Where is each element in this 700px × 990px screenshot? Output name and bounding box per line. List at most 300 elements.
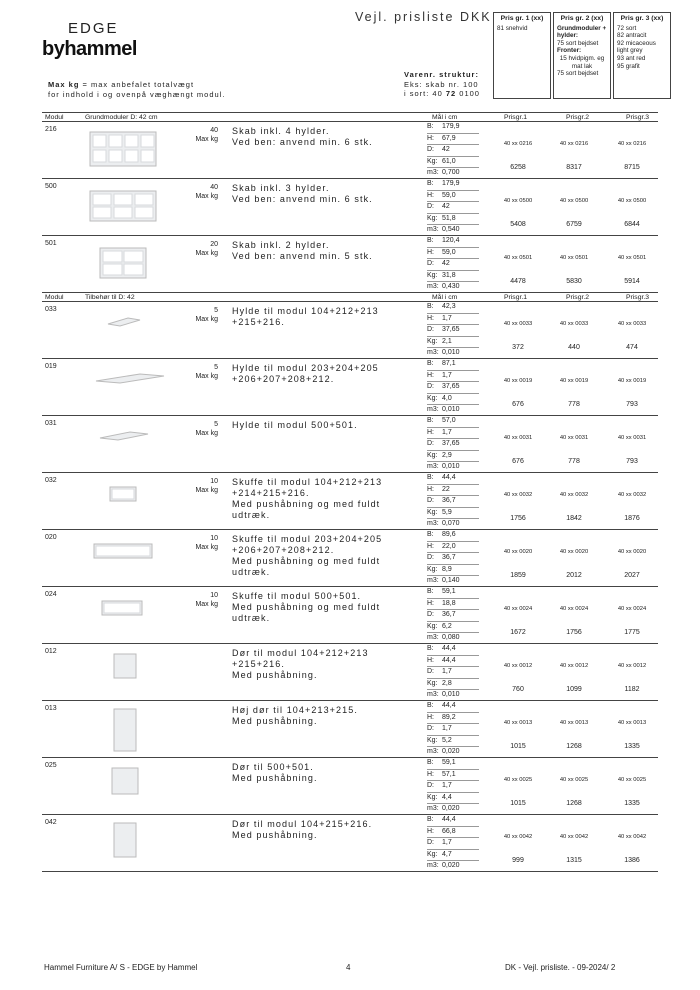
product-image [88, 536, 160, 571]
price-group2: 6759 [566, 221, 582, 228]
max-kg-value: 5 [214, 307, 218, 314]
dimension-value-m3: 0,020 [442, 862, 460, 870]
max-kg-value: 10 [210, 478, 218, 485]
dimensions [427, 122, 479, 179]
dimension-row [427, 405, 479, 416]
sku-group1: 40 xx 0042 [503, 834, 533, 840]
product-description [232, 126, 422, 148]
product-image [88, 593, 160, 628]
dimension-label: D: [427, 383, 434, 391]
price-group2: 1756 [566, 629, 582, 636]
dimension-row [427, 679, 479, 691]
product-code: 500 [45, 183, 57, 190]
product-description [232, 648, 422, 681]
dimension-value-d: 1,7 [442, 782, 452, 790]
dimension-row [427, 485, 479, 497]
max-kg-value: 5 [214, 364, 218, 371]
footer-company: Hammel Furniture A/ S - EDGE by Hammel [44, 963, 198, 972]
product-image [88, 242, 160, 289]
dimension-row [427, 530, 479, 542]
dimension-value-b: 44,4 [442, 474, 456, 481]
dimension-label: m3: [427, 634, 439, 642]
dimension-row [427, 724, 479, 736]
product-description-line: Skab inkl. 2 hylder. [232, 240, 330, 250]
product-description [232, 705, 422, 727]
product-image-shelf [88, 308, 160, 338]
dimension-value-h: 22 [442, 485, 450, 493]
dimension-value-h: 22,0 [442, 542, 456, 550]
product-code: 031 [45, 420, 57, 427]
dimension-row [427, 314, 479, 326]
product-row [42, 701, 658, 758]
col-prisgr2: Prisgr.2 [566, 114, 590, 121]
product-image [88, 650, 160, 699]
dimension-value-kg: 2,1 [442, 337, 452, 345]
max-kg-label: Max kg [195, 487, 218, 494]
price-group1: 760 [512, 686, 524, 693]
dimension-value-kg: 2,8 [442, 679, 452, 687]
product-description-line: Dør til 500+501. [232, 762, 314, 772]
dimension-row [427, 122, 479, 134]
dimensions [427, 416, 479, 473]
varenr-structure [404, 70, 480, 99]
dimension-value-d: 37,65 [442, 440, 460, 448]
dimension-label: H: [427, 656, 434, 664]
price-group-line: 75 sort bejdset [557, 70, 599, 78]
dimension-label: H: [427, 485, 434, 493]
dimension-row [427, 850, 479, 862]
dimension-value-m3: 0,020 [442, 805, 460, 813]
product-image-door [88, 707, 160, 755]
price-group-bold: Grundmoduler + hylder: [557, 24, 607, 40]
dimension-row [427, 382, 479, 394]
sku-group1: 40 xx 0216 [503, 141, 533, 147]
dimension-row [427, 576, 479, 587]
dimension-label: Kg: [427, 157, 438, 165]
dimension-label: m3: [427, 577, 439, 585]
max-kg-label: Max kg [195, 193, 218, 200]
product-description-line: +214+215+216. [232, 488, 310, 498]
dimension-label: B: [427, 474, 434, 481]
max-kg-label: Max kg [195, 136, 218, 143]
col-maal: Mål i cm [432, 114, 458, 121]
product-image-drawer [88, 479, 160, 509]
dimension-row [427, 371, 479, 383]
price-group2: 1842 [566, 515, 582, 522]
dimension-value-b: 120,4 [442, 237, 460, 244]
sku-group3: 40 xx 0019 [617, 378, 647, 384]
sku-group3: 40 xx 0020 [617, 549, 647, 555]
price-group1: 1672 [510, 629, 526, 636]
dimension-label: B: [427, 237, 434, 244]
dimension-value-b: 179,9 [442, 180, 460, 187]
product-description-line: Skuffe til modul 500+501. [232, 591, 362, 601]
product-description-line: Skab inkl. 4 hylder. [232, 126, 330, 136]
max-kg-label: Max kg [195, 373, 218, 380]
product-image [88, 422, 160, 457]
dimension-row [427, 793, 479, 805]
product-image-shelf [88, 422, 160, 452]
dimension-label: B: [427, 303, 434, 310]
dimension-value-kg: 61,0 [442, 157, 456, 165]
dimension-row [427, 302, 479, 314]
price-group3: 1335 [624, 800, 640, 807]
price-group1: 1859 [510, 572, 526, 579]
dimension-value-m3: 0,010 [442, 406, 460, 414]
maxkg-bold: Max kg [48, 80, 80, 89]
price-group-1-box [493, 12, 551, 99]
dimension-label: B: [427, 645, 434, 652]
dimension-label: B: [427, 816, 434, 823]
dimension-label: Kg: [427, 337, 438, 345]
product-description-line: Hylde til modul 203+204+205 [232, 363, 379, 373]
dimension-row [427, 587, 479, 599]
dimension-value-b: 179,9 [442, 123, 460, 130]
max-kg-value: 10 [210, 535, 218, 542]
sku-group3: 40 xx 0042 [617, 834, 647, 840]
price-group2: 440 [568, 344, 580, 351]
product-image-cabinet [88, 185, 160, 227]
product-code: 024 [45, 591, 57, 598]
max-kg [195, 477, 218, 495]
dimension-label: H: [427, 371, 434, 379]
price-group-line: 93 ant red [617, 54, 646, 62]
max-kg [195, 591, 218, 609]
product-description-line: +215+216. [232, 317, 285, 327]
price-group-bold: Fronter: [557, 47, 582, 55]
dimension-value-d: 36,7 [442, 611, 456, 619]
price-group1: 1015 [510, 743, 526, 750]
dimension-row [427, 713, 479, 725]
dimension-value-h: 89,2 [442, 713, 456, 721]
product-description [232, 240, 422, 262]
dimension-row [427, 815, 479, 827]
product-description-line: Ved ben: anvend min. 6 stk. [232, 194, 373, 204]
sku-group3: 40 xx 0013 [617, 720, 647, 726]
sku-group3: 40 xx 0032 [617, 492, 647, 498]
product-description-line: Dør til modul 104+212+213 [232, 648, 369, 658]
product-description [232, 591, 422, 624]
product-image-drawer [88, 593, 160, 623]
dimension-row [427, 770, 479, 782]
max-kg-label: Max kg [195, 544, 218, 551]
max-kg-value: 40 [210, 184, 218, 191]
col-prisgr3: Prisgr.3 [626, 114, 650, 121]
dimension-row [427, 599, 479, 611]
sku-group3: 40 xx 0031 [617, 435, 647, 441]
varenr-example: Eks: skab nr. 100 [404, 79, 479, 89]
price-group1: 5408 [510, 221, 526, 228]
price-group3: 1335 [624, 743, 640, 750]
price-group1: 1756 [510, 515, 526, 522]
product-description-line: Skuffe til modul 203+204+205 [232, 534, 383, 544]
sku-group2: 40 xx 0500 [559, 198, 589, 204]
dimension-label: H: [427, 542, 434, 550]
dimensions [427, 473, 479, 530]
dimension-value-m3: 0,010 [442, 691, 460, 699]
dimensions [427, 701, 479, 758]
dimension-row [427, 168, 479, 179]
product-description [232, 306, 422, 328]
dimension-row [427, 667, 479, 679]
dimension-row [427, 861, 479, 872]
varenr-title: Varenr. struktur: [404, 70, 479, 79]
dimension-value-b: 89,6 [442, 531, 456, 538]
dimension-row [427, 553, 479, 565]
product-row [42, 122, 658, 179]
max-kg [195, 534, 218, 552]
price-group-line: 82 antracit [617, 32, 647, 40]
dimensions [427, 236, 479, 293]
product-description [232, 762, 422, 784]
dimension-row [427, 690, 479, 701]
dimension-row [427, 157, 479, 169]
dimensions [427, 587, 479, 644]
dimension-row [427, 610, 479, 622]
product-description [232, 819, 422, 841]
product-description-line: Med pushåbning. [232, 716, 318, 726]
footer-doc-id: DK - Vejl. prisliste. - 09-2024/ 2 [505, 963, 616, 972]
dimension-label: m3: [427, 862, 439, 870]
dimension-label: D: [427, 611, 434, 619]
product-row [42, 758, 658, 815]
dimension-value-h: 59,0 [442, 191, 456, 199]
brand-by: by [42, 38, 65, 60]
sku-group1: 40 xx 0013 [503, 720, 533, 726]
dimension-row [427, 179, 479, 191]
section-header-tilbehor [42, 292, 658, 302]
sku-group1: 40 xx 0025 [503, 777, 533, 783]
dimension-label: Kg: [427, 271, 438, 279]
price-group-title: Pris gr. 2 (xx) [560, 15, 604, 22]
dimension-row [427, 134, 479, 146]
dimension-value-b: 87,1 [442, 360, 456, 367]
dimension-value-b: 59,1 [442, 759, 456, 766]
price-group-line: 72 sort [617, 24, 637, 32]
dimension-label: D: [427, 260, 434, 268]
product-description [232, 534, 422, 578]
sku-group1: 40 xx 0032 [503, 492, 533, 498]
dimension-row [427, 428, 479, 440]
dimension-label: D: [427, 146, 434, 154]
dimension-row [427, 701, 479, 713]
dimension-value-h: 1,7 [442, 314, 452, 322]
price-group-line: 92 micaceous light grey [617, 39, 656, 55]
product-image [88, 128, 160, 175]
max-kg [195, 420, 218, 438]
dimensions [427, 530, 479, 587]
sku-group2: 40 xx 0020 [559, 549, 589, 555]
product-row [42, 530, 658, 587]
sku-group1: 40 xx 0012 [503, 663, 533, 669]
dimension-label: Kg: [427, 394, 438, 402]
price-group1: 999 [512, 857, 524, 864]
product-description-line: Med pushåbning og med fuldt [232, 556, 381, 566]
price-group3: 1386 [624, 857, 640, 864]
product-image [88, 185, 160, 232]
dimension-label: D: [427, 497, 434, 505]
dimension-value-kg: 5,9 [442, 508, 452, 516]
brand-logo [42, 38, 137, 61]
product-image [88, 479, 160, 514]
price-group3: 1775 [624, 629, 640, 636]
dimension-row [427, 462, 479, 473]
price-group2: 8317 [566, 164, 582, 171]
dimension-row [427, 622, 479, 634]
max-kg-value: 5 [214, 421, 218, 428]
dimension-label: m3: [427, 283, 439, 291]
product-row [42, 644, 658, 701]
dimensions [427, 179, 479, 236]
max-kg-label: Max kg [195, 250, 218, 257]
dimension-value-m3: 0,010 [442, 463, 460, 471]
price-group1: 1015 [510, 800, 526, 807]
sku-group2: 40 xx 0012 [559, 663, 589, 669]
dimension-label: Kg: [427, 508, 438, 516]
dimension-label: m3: [427, 805, 439, 813]
price-group3: 793 [626, 458, 638, 465]
dimension-label: B: [427, 759, 434, 766]
dimension-row [427, 271, 479, 283]
dimension-value-d: 1,7 [442, 725, 452, 733]
dimension-value-h: 18,8 [442, 599, 456, 607]
sku-group2: 40 xx 0033 [559, 321, 589, 327]
product-code: 032 [45, 477, 57, 484]
sku-group2: 40 xx 0032 [559, 492, 589, 498]
dimension-row [427, 736, 479, 748]
dimension-value-kg: 31,8 [442, 271, 456, 279]
max-kg-label: Max kg [195, 601, 218, 608]
dimension-row [427, 259, 479, 271]
max-kg-value: 40 [210, 127, 218, 134]
sku-group1: 40 xx 0020 [503, 549, 533, 555]
dimension-label: H: [427, 134, 434, 142]
sku-group1: 40 xx 0501 [503, 255, 533, 261]
dimension-value-d: 36,7 [442, 497, 456, 505]
dimension-value-m3: 0,430 [442, 283, 460, 291]
max-kg [195, 126, 218, 144]
dimension-row [427, 496, 479, 508]
dimension-row [427, 416, 479, 428]
product-description-line: Hylde til modul 500+501. [232, 420, 358, 430]
dimension-value-h: 59,0 [442, 248, 456, 256]
dimension-row [427, 325, 479, 337]
product-code: 042 [45, 819, 57, 826]
dimension-value-h: 1,7 [442, 371, 452, 379]
dimension-label: D: [427, 554, 434, 562]
product-description-line: Med pushåbning og med fuldt [232, 602, 381, 612]
dimension-label: m3: [427, 691, 439, 699]
dimension-row [427, 473, 479, 485]
product-row [42, 473, 658, 530]
dimension-value-kg: 51,8 [442, 214, 456, 222]
product-image [88, 365, 168, 400]
max-kg-value: 10 [210, 592, 218, 599]
sku-group2: 40 xx 0031 [559, 435, 589, 441]
price-group3: 6844 [624, 221, 640, 228]
dimension-row [427, 633, 479, 644]
max-kg [195, 363, 218, 381]
dimension-row [427, 214, 479, 226]
sku-group1: 40 xx 0019 [503, 378, 533, 384]
price-group-title: Pris gr. 3 (xx) [620, 15, 664, 22]
product-image-door [88, 764, 160, 808]
dimension-label: H: [427, 314, 434, 322]
dimension-label: D: [427, 326, 434, 334]
product-row [42, 179, 658, 236]
dimension-value-d: 1,7 [442, 668, 452, 676]
dimension-value-d: 42 [442, 203, 450, 211]
dimension-value-h: 44,4 [442, 656, 456, 664]
dimension-label: Kg: [427, 565, 438, 573]
dimension-value-kg: 2,9 [442, 451, 452, 459]
dimension-label: Kg: [427, 622, 438, 630]
dimension-value-b: 57,0 [442, 417, 456, 424]
product-description-line: Høj dør til 104+213+215. [232, 705, 358, 715]
product-code: 013 [45, 705, 57, 712]
product-description [232, 477, 422, 521]
price-group2: 5830 [566, 278, 582, 285]
dimension-label: D: [427, 839, 434, 847]
dimension-label: H: [427, 248, 434, 256]
dimension-row [427, 656, 479, 668]
dimension-value-m3: 0,080 [442, 634, 460, 642]
dimension-value-b: 44,4 [442, 816, 456, 823]
price-group3: 5914 [624, 278, 640, 285]
dimension-label: D: [427, 725, 434, 733]
dimension-row [427, 542, 479, 554]
dimension-label: Kg: [427, 214, 438, 222]
price-group-title: Pris gr. 1 (xx) [500, 15, 544, 22]
product-code: 216 [45, 126, 57, 133]
product-code: 033 [45, 306, 57, 313]
dimension-label: Kg: [427, 679, 438, 687]
footer-page-number: 4 [346, 963, 351, 972]
product-description-line: Med pushåbning. [232, 670, 318, 680]
product-code: 012 [45, 648, 57, 655]
dimensions [427, 758, 479, 815]
product-image-drawer [88, 536, 160, 566]
dimension-value-b: 42,3 [442, 303, 456, 310]
dimension-value-h: 1,7 [442, 428, 452, 436]
dimension-label: m3: [427, 169, 439, 177]
product-image-cabinet [88, 128, 160, 170]
maxkg-note [48, 80, 225, 100]
sku-group3: 40 xx 0500 [617, 198, 647, 204]
product-image [88, 764, 160, 813]
dimension-label: H: [427, 428, 434, 436]
product-description [232, 363, 422, 385]
dimension-label: D: [427, 782, 434, 790]
sku-group1: 40 xx 0031 [503, 435, 533, 441]
varenr-code-b: 0100 [456, 89, 480, 98]
product-image-door [88, 650, 160, 694]
dimension-label: H: [427, 827, 434, 835]
document-title: Vejl. prisliste DKK [355, 10, 492, 24]
max-kg [195, 240, 218, 258]
dimension-row [427, 202, 479, 214]
sku-group1: 40 xx 0500 [503, 198, 533, 204]
product-description-line: Ved ben: anvend min. 5 stk. [232, 251, 373, 261]
price-group-line: 81 snehvid [497, 24, 528, 32]
product-row [42, 416, 658, 473]
dimension-label: B: [427, 588, 434, 595]
product-description-line: +215+216. [232, 659, 285, 669]
sku-group3: 40 xx 0025 [617, 777, 647, 783]
dimension-value-b: 59,1 [442, 588, 456, 595]
product-row [42, 359, 658, 416]
dimension-label: D: [427, 203, 434, 211]
